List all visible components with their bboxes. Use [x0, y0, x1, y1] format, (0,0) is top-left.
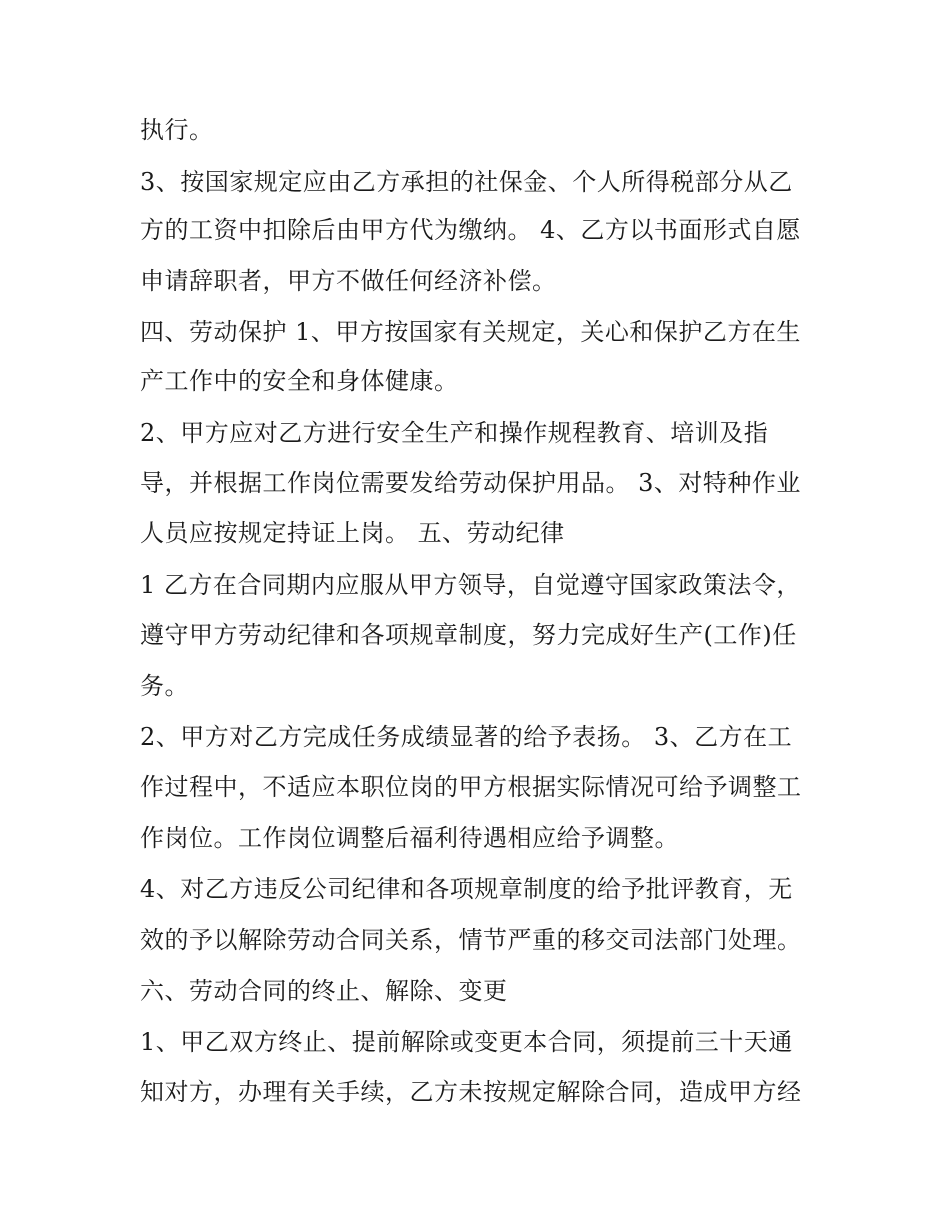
text-line: 务。 [140, 672, 189, 700]
text-line: 知对方，办理有关手续，乙方未按规定解除合同，造成甲方经 [140, 1078, 802, 1106]
text-line: 作岗位。工作岗位调整后福利待遇相应给予调整。 [140, 824, 679, 852]
text-line: 申请辞职者，甲方不做任何经济补偿。 [140, 267, 557, 295]
text-line: 六、劳动合同的终止、解除、变更 [140, 977, 508, 1005]
text-line: 方的工资中扣除后由甲方代为缴纳。 4、乙方以书面形式自愿 [140, 216, 801, 244]
text-line: 1、甲乙双方终止、提前解除或变更本合同，须提前三十天通 [140, 1028, 793, 1056]
text-line: 4、对乙方违反公司纪律和各项规章制度的给予批评教育，无 [140, 875, 793, 903]
text-line: 3、按国家规定应由乙方承担的社保金、个人所得税部分从乙 [140, 168, 793, 196]
text-line: 效的予以解除劳动合同关系，情节严重的移交司法部门处理。 [140, 926, 802, 954]
text-line: 导，并根据工作岗位需要发给劳动保护用品。 3、对特种作业 [140, 469, 801, 497]
text-line: 执行。 [140, 116, 214, 144]
text-line: 1 乙方在合同期内应服从甲方领导，自觉遵守国家政策法令， [140, 571, 801, 599]
text-line: 产工作中的安全和身体健康。 [140, 367, 459, 395]
text-line: 遵守甲方劳动纪律和各项规章制度，努力完成好生产(工作)任 [140, 621, 797, 649]
text-line: 作过程中，不适应本职位岗的甲方根据实际情况可给予调整工 [140, 773, 802, 801]
text-line: 2、甲方应对乙方进行安全生产和操作规程教育、培训及指 [140, 419, 769, 447]
text-line: 四、劳动保护 1、甲方按国家有关规定，关心和保护乙方在生 [140, 318, 801, 346]
text-line: 人员应按规定持证上岗。 五、劳动纪律 [140, 519, 565, 547]
text-line: 2、甲方对乙方完成任务成绩显著的给予表扬。 3、乙方在工 [140, 723, 793, 751]
